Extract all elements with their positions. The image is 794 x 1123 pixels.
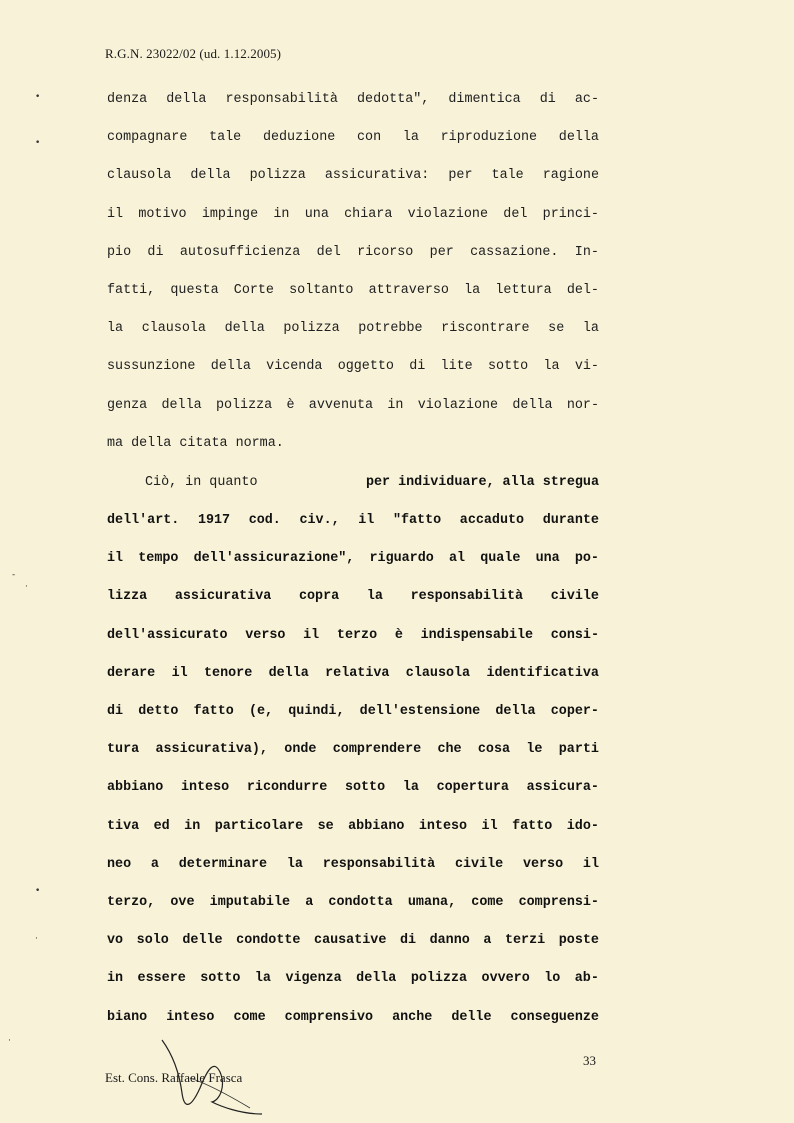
- margin-speck: •: [35, 138, 41, 148]
- word: riscontrare: [441, 321, 530, 337]
- word: pio: [107, 244, 132, 260]
- paragraph-2-first-line: [145, 475, 599, 490]
- word: polizza: [249, 168, 306, 184]
- word: clausola: [405, 665, 471, 681]
- margin-speck: ·: [8, 1036, 11, 1046]
- word: una: [304, 206, 329, 222]
- word: tale: [491, 168, 524, 184]
- word: detto: [138, 704, 179, 719]
- text-line: [107, 92, 599, 107]
- text-line: [107, 513, 599, 528]
- word: vigenza: [285, 971, 342, 987]
- word: terzo,: [107, 895, 156, 910]
- word: a: [483, 933, 492, 949]
- word: al: [448, 551, 466, 567]
- word: denza: [107, 92, 148, 107]
- word: vicenda: [266, 359, 323, 375]
- word: la: [402, 130, 419, 146]
- word: violazione: [407, 206, 488, 222]
- word: il: [107, 551, 124, 567]
- word: terzi: [504, 933, 546, 949]
- word: assicurativa),: [155, 742, 268, 758]
- word: durante: [542, 513, 599, 528]
- text-line: [107, 436, 599, 451]
- word: delle: [451, 1009, 492, 1025]
- word: identificativa: [486, 665, 599, 681]
- word: è: [394, 627, 403, 643]
- word: vi-: [574, 359, 599, 375]
- word: la: [107, 321, 124, 337]
- word: ac-: [574, 92, 599, 107]
- word: quale: [480, 551, 521, 567]
- word: solo: [136, 933, 169, 949]
- text-line: [107, 168, 599, 183]
- word: di: [107, 704, 124, 719]
- word: princi-: [542, 206, 599, 222]
- text-line: [107, 666, 599, 681]
- text-line: [107, 933, 599, 948]
- text-line: [107, 551, 599, 566]
- margin-speck: •: [35, 886, 41, 896]
- word: quindi,: [288, 704, 345, 719]
- text-line: [107, 130, 599, 145]
- word: sotto: [200, 971, 241, 987]
- word: lite: [440, 359, 473, 375]
- word: civ.,: [299, 513, 340, 528]
- word: tempo: [138, 551, 179, 567]
- text-line: [107, 704, 599, 719]
- word: in: [107, 971, 124, 987]
- word: il: [303, 627, 320, 643]
- word: riproduzione: [440, 130, 538, 146]
- word: assicurativa:: [324, 168, 430, 184]
- word: (e,: [248, 704, 274, 719]
- word: in: [273, 206, 290, 222]
- word: fatto: [193, 704, 234, 719]
- word: la: [366, 589, 383, 605]
- text-line: [107, 589, 599, 604]
- word: della: [224, 321, 265, 337]
- word: consi-: [550, 627, 599, 643]
- text-run-bold: per individuare, alla stregua: [365, 475, 599, 490]
- word: fatti,: [107, 283, 156, 298]
- margin-speck: -: [12, 570, 16, 580]
- word: "fatto: [392, 513, 442, 528]
- word: conseguenze: [510, 1009, 599, 1025]
- word: ricorso: [357, 244, 414, 260]
- word: ove: [170, 895, 195, 910]
- word: la: [254, 971, 271, 987]
- word: motivo: [138, 206, 187, 222]
- text-line: [107, 895, 599, 910]
- word: comprensi-: [518, 895, 599, 910]
- margin-speck: ·: [25, 582, 28, 592]
- word: della: [166, 92, 207, 107]
- word: di: [399, 933, 417, 949]
- text-line: [107, 321, 599, 336]
- word: civile: [550, 589, 599, 605]
- word: abbiano: [107, 780, 164, 796]
- word: della: [558, 130, 599, 146]
- word: sotto: [344, 780, 386, 796]
- word: riguardo: [369, 551, 434, 567]
- word: sussunzione: [107, 359, 196, 375]
- word: della: [495, 704, 536, 719]
- text-line: [107, 971, 599, 986]
- word: ido-: [566, 818, 599, 834]
- word: po-: [574, 551, 599, 567]
- word: per: [448, 168, 473, 184]
- case-reference-header: R.G.N. 23022/02 (ud. 1.12.2005): [105, 46, 282, 61]
- word: del: [503, 206, 528, 222]
- line-text: ma della citata norma.: [107, 435, 284, 451]
- text-line: [107, 207, 599, 222]
- word: tiva: [107, 818, 140, 834]
- word: di: [539, 92, 556, 107]
- word: condotte: [236, 933, 301, 949]
- word: inteso: [418, 818, 468, 834]
- word: è: [286, 397, 295, 413]
- word: come: [233, 1009, 266, 1025]
- text-line: [107, 283, 599, 298]
- word: se: [548, 321, 565, 337]
- word: una: [535, 551, 560, 567]
- word: soltanto: [289, 283, 354, 298]
- word: particolare: [214, 818, 304, 834]
- text-line: [107, 628, 599, 643]
- word: in: [184, 818, 201, 834]
- word: cosa: [477, 742, 511, 758]
- word: ricondurre: [246, 780, 328, 796]
- word: tenore: [204, 665, 253, 681]
- word: dell'assicurato: [107, 627, 228, 643]
- word: dell'art.: [107, 513, 180, 528]
- page-number: 33: [583, 1053, 596, 1068]
- word: con: [357, 130, 382, 146]
- word: in: [387, 397, 404, 413]
- word: delle: [182, 933, 223, 949]
- word: poste: [558, 933, 599, 949]
- word: coper-: [550, 704, 599, 719]
- word: responsabilità: [410, 589, 524, 605]
- word: clausola: [107, 168, 172, 184]
- word: onde: [284, 742, 317, 758]
- word: comprensivo: [284, 1009, 374, 1025]
- word: della: [190, 168, 231, 184]
- word: condotta: [328, 895, 393, 910]
- word: abbiano: [348, 818, 405, 834]
- word: clausola: [141, 321, 206, 337]
- word: umana,: [407, 895, 457, 910]
- word: neo: [107, 856, 132, 872]
- word: accaduto: [459, 513, 525, 528]
- word: terzo: [336, 627, 378, 643]
- margin-speck: •: [35, 92, 41, 102]
- author-signature-line: Est. Cons. Raffaele Frasca: [105, 1070, 243, 1085]
- word: la: [464, 283, 481, 298]
- word: essere: [137, 971, 186, 987]
- word: anche: [392, 1009, 433, 1025]
- word: a: [305, 895, 314, 910]
- word: sotto: [488, 359, 529, 375]
- word: inteso: [166, 1009, 215, 1025]
- word: assicurativa: [174, 589, 272, 605]
- word: determinare: [178, 856, 268, 872]
- text-line: [107, 1010, 599, 1025]
- word: In-: [574, 244, 599, 260]
- word: cod.: [248, 513, 281, 528]
- word: lettura: [495, 283, 552, 298]
- word: responsabilità: [225, 92, 338, 107]
- word: vo: [107, 933, 124, 949]
- word: dedotta",: [357, 92, 430, 107]
- word: causative: [314, 933, 387, 949]
- word: fatto: [512, 818, 553, 834]
- word: la: [286, 856, 303, 872]
- word: attraverso: [368, 283, 449, 298]
- word: Corte: [233, 283, 274, 298]
- word: genza: [107, 397, 148, 413]
- word: impinge: [201, 206, 259, 222]
- word: ab-: [574, 971, 599, 987]
- word: comprendere: [332, 742, 422, 758]
- word: il: [358, 513, 375, 528]
- word: tale: [209, 130, 242, 146]
- word: dell'estensione: [359, 704, 481, 719]
- text-line: [107, 819, 599, 834]
- word: 1917: [197, 513, 231, 528]
- word: la: [543, 359, 560, 375]
- word: parti: [558, 742, 599, 758]
- word: nor-: [566, 397, 599, 413]
- text-line: [107, 780, 599, 795]
- word: chiara: [344, 206, 393, 222]
- word: relativa: [325, 665, 390, 681]
- word: assicura-: [526, 780, 599, 796]
- word: della: [210, 359, 251, 375]
- word: per: [429, 244, 454, 260]
- word: il: [107, 206, 124, 222]
- word: copertura: [436, 780, 509, 796]
- word: avvenuta: [308, 397, 374, 413]
- text-line: [107, 245, 599, 260]
- word: compagnare: [107, 130, 188, 146]
- word: autosufficienza: [179, 244, 301, 260]
- text-line: [107, 398, 599, 413]
- word: la: [402, 780, 419, 796]
- word: violazione: [417, 397, 499, 413]
- word: come: [471, 895, 504, 910]
- word: ovvero: [481, 971, 530, 987]
- word: la: [582, 321, 599, 337]
- word: ed: [153, 818, 170, 834]
- word: verso: [245, 627, 286, 643]
- word: lo: [544, 971, 561, 987]
- word: della: [512, 397, 553, 413]
- word: imputabile: [209, 895, 291, 910]
- word: della: [356, 971, 397, 987]
- word: dimentica: [448, 92, 521, 107]
- word: tura: [107, 742, 140, 758]
- word: a: [150, 856, 159, 872]
- word: ragione: [542, 168, 599, 184]
- word: che: [437, 742, 462, 758]
- word: copra: [298, 589, 340, 605]
- word: se: [317, 818, 334, 834]
- word: potrebbe: [358, 321, 423, 337]
- word: polizza: [283, 321, 340, 337]
- word: di: [147, 244, 164, 260]
- word: danno: [429, 933, 470, 949]
- word: cassazione.: [470, 244, 559, 260]
- word: polizza: [410, 971, 468, 987]
- word: del-: [566, 283, 599, 298]
- word: deduzione: [262, 130, 336, 146]
- text-run-plain: Ciò, in quanto: [145, 475, 258, 490]
- word: il: [481, 818, 498, 834]
- word: oggetto: [337, 359, 394, 375]
- word: lizza: [107, 589, 148, 605]
- word: il: [582, 856, 599, 872]
- word: verso: [522, 856, 564, 872]
- word: polizza: [215, 397, 273, 413]
- word: questa: [170, 283, 219, 298]
- word: civile: [454, 856, 504, 872]
- text-line: [107, 857, 599, 872]
- word: biano: [107, 1009, 148, 1025]
- word: della: [268, 665, 309, 681]
- word: di: [409, 359, 426, 375]
- word: indispensabile: [420, 627, 534, 643]
- word: le: [526, 742, 543, 758]
- text-line: [107, 359, 599, 374]
- word: derare: [107, 665, 156, 681]
- word: della: [161, 397, 202, 413]
- word: il: [171, 665, 188, 681]
- word: del: [316, 244, 341, 260]
- text-line: [107, 742, 599, 757]
- margin-speck: ·: [35, 934, 38, 944]
- word: dell'assicurazione",: [193, 551, 355, 567]
- word: inteso: [180, 780, 230, 796]
- word: responsabilità: [322, 856, 436, 872]
